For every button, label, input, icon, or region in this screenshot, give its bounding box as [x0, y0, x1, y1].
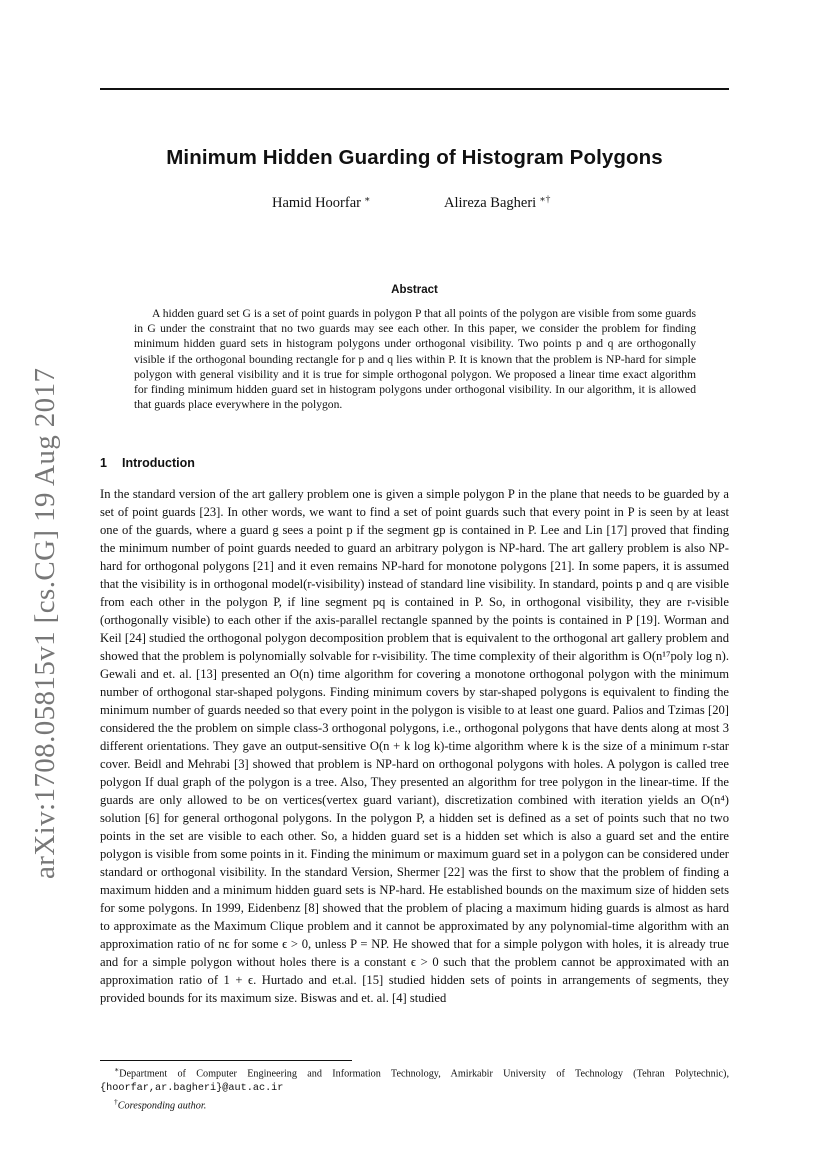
author-alireza-bagheri	[444, 194, 550, 212]
footnote-affiliation-text: Department of Computer Engineering and Information Technology, Amirkabir University of Technology (Tehran Polytechnic),	[119, 1068, 729, 1080]
abstract-heading: Abstract	[391, 284, 438, 296]
section-heading-introduction	[100, 456, 195, 470]
author-hamid-hoorfar	[272, 194, 370, 212]
author-list	[100, 194, 729, 216]
author-name: Hamid Hoorfar	[272, 195, 361, 211]
section-title: Introduction	[122, 456, 195, 470]
arxiv-identifier-stamp: arXiv:1708.05815v1 [cs.CG] 19 Aug 2017	[29, 367, 61, 879]
paper-title: Minimum Hidden Guarding of Histogram Polygons	[166, 146, 663, 169]
footnote-mark: †	[114, 1096, 118, 1106]
introduction-text: In the standard version of the art gallery problem one is given a simple polygon P in the plane that needs to be guarded by a set of point guards [23]. In other words, we want to find a set of point guards such that every point in P is seen by at least one of the guards, where a guard g sees a point p if the segment gp is contained in P. Lee and Lin [17] proved that finding the minimum number of point guards needed to guard an arbitrary polygon is NP-hard. The art gallery problem is also NP-hard for orthogonal polygons [21] and it even remains NP-hard for monotone polygons [21]. In some papers, it is assumed that the visibility is in orthogonal model(r-visibility) instead of standard line visibility. In standard, points p and q are visible from each other in the polygon P, if line segment pq is contained in P. So, in orthogonal visibility, they are r-visible (orthogonally visible) to each other if the axis-parallel rectangle spanned by the points is contained in P [19]. Worman and Keil [24] studied the orthogonal polygon decomposition problem that is equivalent to the orthogonal art gallery problem and showed that the problem is polynomially solvable for r-visibility. The time complexity of their algorithm is O(n¹⁷poly log n). Gewali and et. al. [13] presented an O(n) time algorithm for covering a monotone orthogonal polygon with the minimum number of orthogonal star-shaped polygons. Finding minimum covers by star-shaped polygons is equivalent to finding the minimum number of guards needed so that every point in the polygon is visible to at least one guard. Palios and Tzimas [20] considered the the problem on simple class-3 orthogonal polygons, i.e., orthogonal polygons that have dents along at most 3 different orientations. They gave an output-sensitive O(n + k log k)-time algorithm where k is the size of a minimum r-star cover. Beidl and Mehrabi [3] showed that problem is NP-hard on orthogonal polygons with holes. A polygon is called tree polygon If dual graph of the polygon is a tree. Also, They presented an algorithm for tree polygon in the linear-time. If the guards are only allowed to be on vertices(vertex guard variant), discretization combined with iteration yields an O(n⁴) solution [6] for general orthogonal polygons. In the polygon P, a hidden set is defined as a set of points such that no two points in the set are visible to each other. So, a hidden guard set is a hidden set which is also a guard set and the entire polygon is visible from some points in it. Finding the minimum or maximum guard set in a polygon can be considered under standard or orthogonal visibility. In the standard Version, Shermer [22] was the first to show that the problem of finding a maximum hidden and a minimum hidden guard sets is NP-hard. He established bounds on the maximum size of hidden sets for some polygons. In 1999, Eidenbenz [8] showed that the problem of placing a maximum hiding guards is almost as hard to approximate as the Maximum Clique problem and it cannot be approximated by any polynomial-time algorithm with an approximation ratio of nϵ for some ϵ > 0, unless P = NP. He showed that for a simple polygon with holes, it is already true and for a simple polygon without holes there is a constant ϵ > 0 such that the problem cannot be approximated with an approximation ratio of 1 + ϵ. Hurtado and et.al. [15] studied hidden sets of points in arrangements of segments, they provided bounds for its maximum size. Biswas and et. al. [4] studied	[100, 487, 729, 1005]
footnote-email: {hoorfar,ar.bagheri}@aut.ac.ir	[100, 1082, 284, 1094]
footnote-corresponding-text: Coresponding author.	[117, 1100, 207, 1112]
footnote-rule	[100, 1060, 352, 1061]
footnote-mark: ∗	[114, 1065, 120, 1074]
author-name: Alireza Bagheri	[444, 195, 537, 211]
footnote-corresponding	[100, 1095, 729, 1113]
footnote-affiliation	[100, 1063, 729, 1095]
abstract-text: A hidden guard set G is a set of point guards in polygon P that all points of the polygon are visible from some guards in G under the constraint that no two guards may see each other. In this paper, we consider the problem for finding minimum hidden guard sets in histogram polygons under orthogonal visibility. Two points p and q are orthogonally visible if the orthogonal bounding rectangle for p and q lies within P. It is known that the problem is NP-hard for simple polygon with general visibility and it is true for simple orthogonal polygon. We proposed a linear time exact algorithm for finding minimum hidden guard set in histogram polygons under orthogonal visibility. In our algorithm, it is allowed that guards place everywhere in the polygon.	[134, 307, 696, 412]
author-mark: ∗†	[539, 195, 551, 205]
author-mark: ∗	[363, 195, 371, 205]
title-top-rule	[100, 88, 729, 90]
section-number: 1	[100, 456, 107, 470]
footnotes	[100, 1063, 729, 1112]
